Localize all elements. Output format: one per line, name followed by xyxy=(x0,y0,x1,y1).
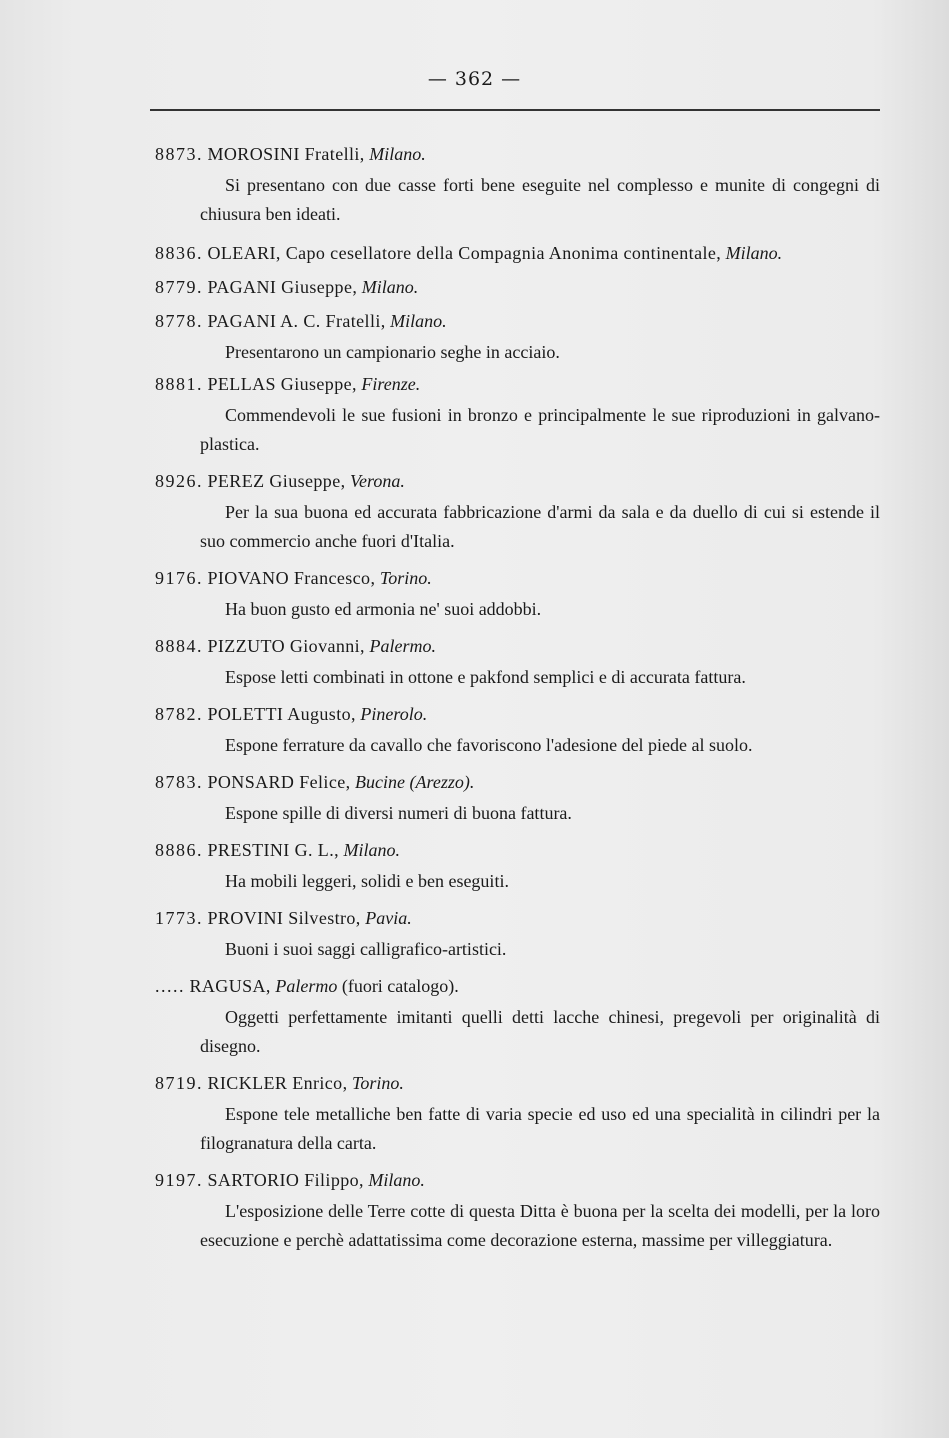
entry-place: Pinerolo. xyxy=(360,704,428,724)
entry-name: PONSARD Felice, xyxy=(207,772,351,792)
entry-heading xyxy=(155,561,880,595)
entry-heading xyxy=(155,629,880,663)
entry-description: Commendevoli le sue fusioni in bronzo e principalmente le sue riproduzioni in galvano-plastica. xyxy=(200,405,880,454)
entry-heading xyxy=(155,236,880,270)
entry-number: 8881. xyxy=(155,374,203,394)
entry-name: PELLAS Giuseppe, xyxy=(207,374,357,394)
entry xyxy=(155,1163,880,1255)
entry-description: Buoni i suoi saggi calligrafico-artistici. xyxy=(225,939,507,959)
entry-number: 9197. xyxy=(155,1170,203,1190)
entry-description: Si presentano con due casse forti bene eseguite nel complesso e munite di congegni di chiusura ben ideati. xyxy=(200,175,880,224)
entry xyxy=(155,367,880,459)
entry-number: 8783. xyxy=(155,772,203,792)
entry-description: Oggetti perfettamente imitanti quelli detti lacche chinesi, pregevoli per originalità di disegno. xyxy=(200,1007,880,1056)
entry-place: Torino. xyxy=(379,568,432,588)
entry-number: 8719. xyxy=(155,1073,203,1093)
entry-name: PROVINI Silvestro, xyxy=(207,908,361,928)
entry-place: Milano. xyxy=(368,1170,425,1190)
entry-name: PAGANI A. C. Fratelli, xyxy=(207,311,386,331)
entry-number: 8884. xyxy=(155,636,203,656)
entry-heading xyxy=(155,304,880,338)
entry xyxy=(155,765,880,828)
entry-name: PEREZ Giuseppe, xyxy=(207,471,346,491)
entry-description: Ha buon gusto ed armonia ne' suoi addobbi. xyxy=(225,599,542,619)
entry-number: 8782. xyxy=(155,704,203,724)
entry xyxy=(155,236,880,270)
entry-number: 8926. xyxy=(155,471,203,491)
entry-name: RAGUSA, xyxy=(189,976,271,996)
entry-number: 8836. xyxy=(155,243,203,263)
entry-number: 8873. xyxy=(155,144,203,164)
entry-name: POLETTI Augusto, xyxy=(207,704,356,724)
entry-place: Firenze. xyxy=(361,374,421,394)
entry-number: 1773. xyxy=(155,908,203,928)
entry xyxy=(155,629,880,692)
entry-place: Milano. xyxy=(725,243,783,263)
entry-description: Espone tele metalliche ben fatte di varia specie ed uso ed una specialità in cilindri per la filogranatura della carta. xyxy=(200,1104,880,1153)
entry-place: Milano. xyxy=(390,311,447,331)
entry-heading xyxy=(155,765,880,799)
entry-heading xyxy=(155,137,880,171)
entry-heading xyxy=(155,1163,880,1197)
entry-name: PAGANI Giuseppe, xyxy=(207,277,358,297)
entry-description: L'esposizione delle Terre cotte di questa Ditta è buona per la scelta dei modelli, per la loro esecuzione e perchè adattatissima come decorazione esterna, massime per villeggiatura. xyxy=(200,1201,880,1250)
entry-number: 9176. xyxy=(155,568,203,588)
entry-number: ..... xyxy=(155,976,185,996)
entry-place: Verona. xyxy=(350,471,405,491)
entry-number: 8778. xyxy=(155,311,203,331)
entry xyxy=(155,969,880,1061)
entry-heading xyxy=(155,833,880,867)
entry-place: Torino. xyxy=(351,1073,404,1093)
entry-place: Palermo xyxy=(275,976,338,996)
entry-place-detail: (Arezzo). xyxy=(409,772,475,792)
entry-heading xyxy=(155,901,880,935)
entry-description: Espone ferrature da cavallo che favoriscono l'adesione del piede al suolo. xyxy=(225,735,753,755)
entry-description: Espose letti combinati in ottone e pakfond semplici e di accurata fattura. xyxy=(225,667,746,687)
entry-place: Pavia. xyxy=(365,908,412,928)
entry xyxy=(155,464,880,556)
entry-heading xyxy=(155,367,880,401)
header-rule xyxy=(150,109,880,111)
entry-description: Ha mobili leggeri, solidi e ben eseguiti. xyxy=(225,871,509,891)
entry-description: Presentarono un campionario seghe in acciaio. xyxy=(225,342,560,362)
entry-name: RICKLER Enrico, xyxy=(207,1073,348,1093)
entry-heading xyxy=(155,697,880,731)
entry xyxy=(155,697,880,760)
entry-place: Bucine xyxy=(355,772,405,792)
entry-name: PIOVANO Francesco, xyxy=(207,568,376,588)
entry xyxy=(155,270,880,304)
entry-note: (fuori catalogo). xyxy=(341,976,459,996)
entry-description: Per la sua buona ed accurata fabbricazione d'armi da sala e da duello di cui si estende il suo commercio anche fuori d'Italia. xyxy=(200,502,880,551)
entry-place: Palermo. xyxy=(369,636,436,656)
entry-list xyxy=(155,137,880,1255)
entry-heading xyxy=(155,1066,880,1100)
page-number: — 362 — xyxy=(427,68,522,90)
entry xyxy=(155,901,880,964)
entry-name: SARTORIO Filippo, xyxy=(207,1170,364,1190)
entry-place: Milano. xyxy=(361,277,419,297)
entry xyxy=(155,137,880,229)
entry xyxy=(155,1066,880,1158)
entry-place: Milano. xyxy=(369,144,426,164)
entry-name: OLEARI, Capo cesellatore della Compagnia Anonima continentale, xyxy=(207,243,722,263)
entry-name: PRESTINI G. L., xyxy=(207,840,339,860)
entry-number: 8779. xyxy=(155,277,203,297)
entry xyxy=(155,304,880,367)
entry-heading xyxy=(155,969,880,1003)
entry-name: MOROSINI Fratelli, xyxy=(207,144,365,164)
entry-heading xyxy=(155,464,880,498)
entry xyxy=(155,833,880,896)
entry-name: PIZZUTO Giovanni, xyxy=(207,636,365,656)
entry-number: 8886. xyxy=(155,840,203,860)
entry-heading xyxy=(155,270,880,304)
entry xyxy=(155,561,880,624)
entry-description: Espone spille di diversi numeri di buona fattura. xyxy=(225,803,572,823)
entry-place: Milano. xyxy=(343,840,400,860)
